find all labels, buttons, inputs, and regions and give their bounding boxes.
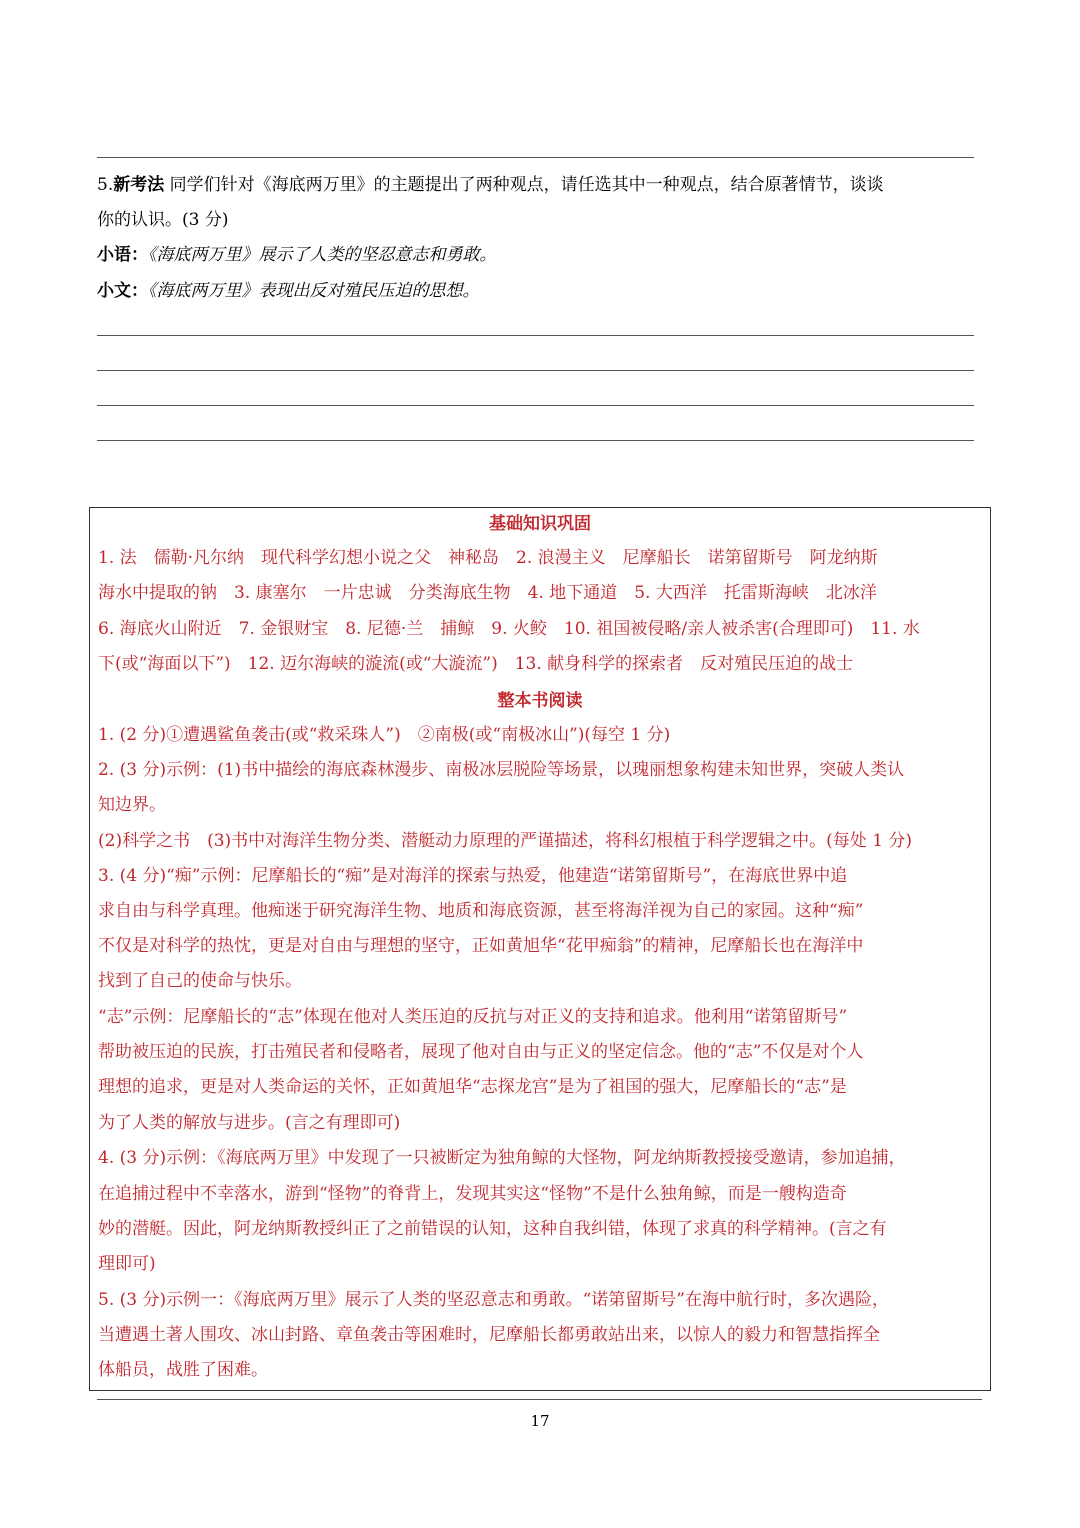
section-2-line: 4. (3 分)示例：《海底两万里》中发现了一只被断定为独角鲸的大怪物，阿龙纳斯教授接受邀请，参加追捕，	[98, 1148, 906, 1168]
section-2-line: 找到了自己的使命与快乐。	[98, 971, 302, 991]
section-2-line: 不仅是对科学的热忱，更是对自由与理想的坚守，正如黄旭华“花甲痴翁”的精神，尼摩船长也在海洋中	[98, 936, 864, 956]
section-2-line: 理即可)	[98, 1254, 156, 1274]
section-1-line: 下(或“海面以下”) 12. 迈尔海峡的漩流(或“大漩流”) 13. 献身科学的探索者 反对殖民压迫的战士	[98, 654, 854, 674]
opinion-2-name: 小文：	[97, 281, 148, 301]
section-2-line: 5. (3 分)示例一：《海底两万里》展示了人类的坚忍意志和勇敢。“诺第留斯号”在海中航行时，多次遇险，	[98, 1290, 889, 1310]
section-1-title: 基础知识巩固	[489, 514, 591, 534]
section-2-line: “志”示例：尼摩船长的“志”体现在他对人类压迫的反抗与对正义的支持和追求。他利用“诺第留斯号”	[98, 1007, 848, 1027]
answer-line-2	[97, 370, 974, 371]
section-2-line: 在追捕过程中不幸落水，游到“怪物”的脊背上，发现其实这“怪物”不是什么独角鲸，而是一艘构造奇	[98, 1184, 847, 1204]
opinion-2	[97, 274, 480, 309]
section-2-title: 整本书阅读	[497, 691, 583, 711]
answer-line-3	[97, 405, 974, 406]
question-5-line-2: 你的认识。(3 分)	[97, 210, 229, 230]
section-2-line: 妙的潜艇。因此，阿龙纳斯教授纠正了之前错误的认知，这种自我纠错，体现了求真的科学精神。(言之有	[98, 1219, 887, 1239]
section-2-line: 体船员，战胜了困难。	[98, 1360, 268, 1380]
opinion-1-text: 《海底两万里》展示了人类的坚忍意志和勇敢。	[148, 245, 497, 265]
section-2-line: 理想的追求，更是对人类命运的关怀，正如黄旭华“志探龙宫”是为了祖国的强大，尼摩船长的“志”是	[98, 1077, 847, 1097]
opinion-1	[97, 238, 497, 273]
top-rule	[97, 157, 974, 158]
question-tag: 新考法	[113, 175, 165, 195]
answer-line-4	[97, 440, 974, 441]
section-2-line: 1. (2 分)①遭遇鲨鱼袭击(或“救采珠人”) ②南极(或“南极冰山”)(每空 1 分)	[98, 725, 671, 745]
section-1-line: 1. 法 儒勒·凡尔纳 现代科学幻想小说之父 神秘岛 2. 浪漫主义 尼摩船长 诺第留斯号 阿龙纳斯	[98, 548, 878, 568]
question-number: 5.	[97, 175, 114, 195]
section-2-line: 知边界。	[98, 795, 166, 815]
question-5-line-1	[97, 168, 884, 203]
question-prompt-1: 同学们针对《海底两万里》的主题提出了两种观点，请任选其中一种观点，结合原著情节，谈谈	[169, 175, 884, 195]
answer-line-1	[97, 335, 974, 336]
section-2-line: 3. (4 分)“痴”示例：尼摩船长的“痴”是对海洋的探索与热爱，他建造“诺第留斯号”，在海底世界中追	[98, 866, 848, 886]
opinion-2-text: 《海底两万里》表现出反对殖民压迫的思想。	[148, 281, 480, 301]
section-2-line: (2)科学之书 (3)书中对海洋生物分类、潜艇动力原理的严谨描述，将科幻根植于科学逻辑之中。(每处 1 分)	[98, 831, 913, 851]
section-1-line: 海水中提取的钠 3. 康塞尔 一片忠诚 分类海底生物 4. 地下通道 5. 大西洋 托雷斯海峡 北冰洋	[98, 583, 877, 603]
section-2-line: 当遭遇土著人围攻、冰山封路、章鱼袭击等困难时，尼摩船长都勇敢站出来，以惊人的毅力和智慧指挥全	[98, 1325, 880, 1345]
footer-rule	[97, 1399, 982, 1400]
opinion-1-name: 小语：	[97, 245, 148, 265]
section-1-line: 6. 海底火山附近 7. 金银财宝 8. 尼德·兰 捕鲸 9. 火鲛 10. 祖国被侵略/亲人被杀害(合理即可) 11. 水	[98, 619, 920, 639]
section-2-line: 2. (3 分)示例：(1)书中描绘的海底森林漫步、南极冰层脱险等场景，以瑰丽想象构建未知世界，突破人类认	[98, 760, 905, 780]
page-number: 17	[530, 1412, 550, 1430]
section-2-line: 为了人类的解放与进步。(言之有理即可)	[98, 1113, 401, 1133]
section-2-line: 求自由与科学真理。他痴迷于研究海洋生物、地质和海底资源，甚至将海洋视为自己的家园。这种“痴”	[98, 901, 864, 921]
section-2-line: 帮助被压迫的民族，打击殖民者和侵略者，展现了他对自由与正义的坚定信念。他的“志”不仅是对个人	[98, 1042, 864, 1062]
